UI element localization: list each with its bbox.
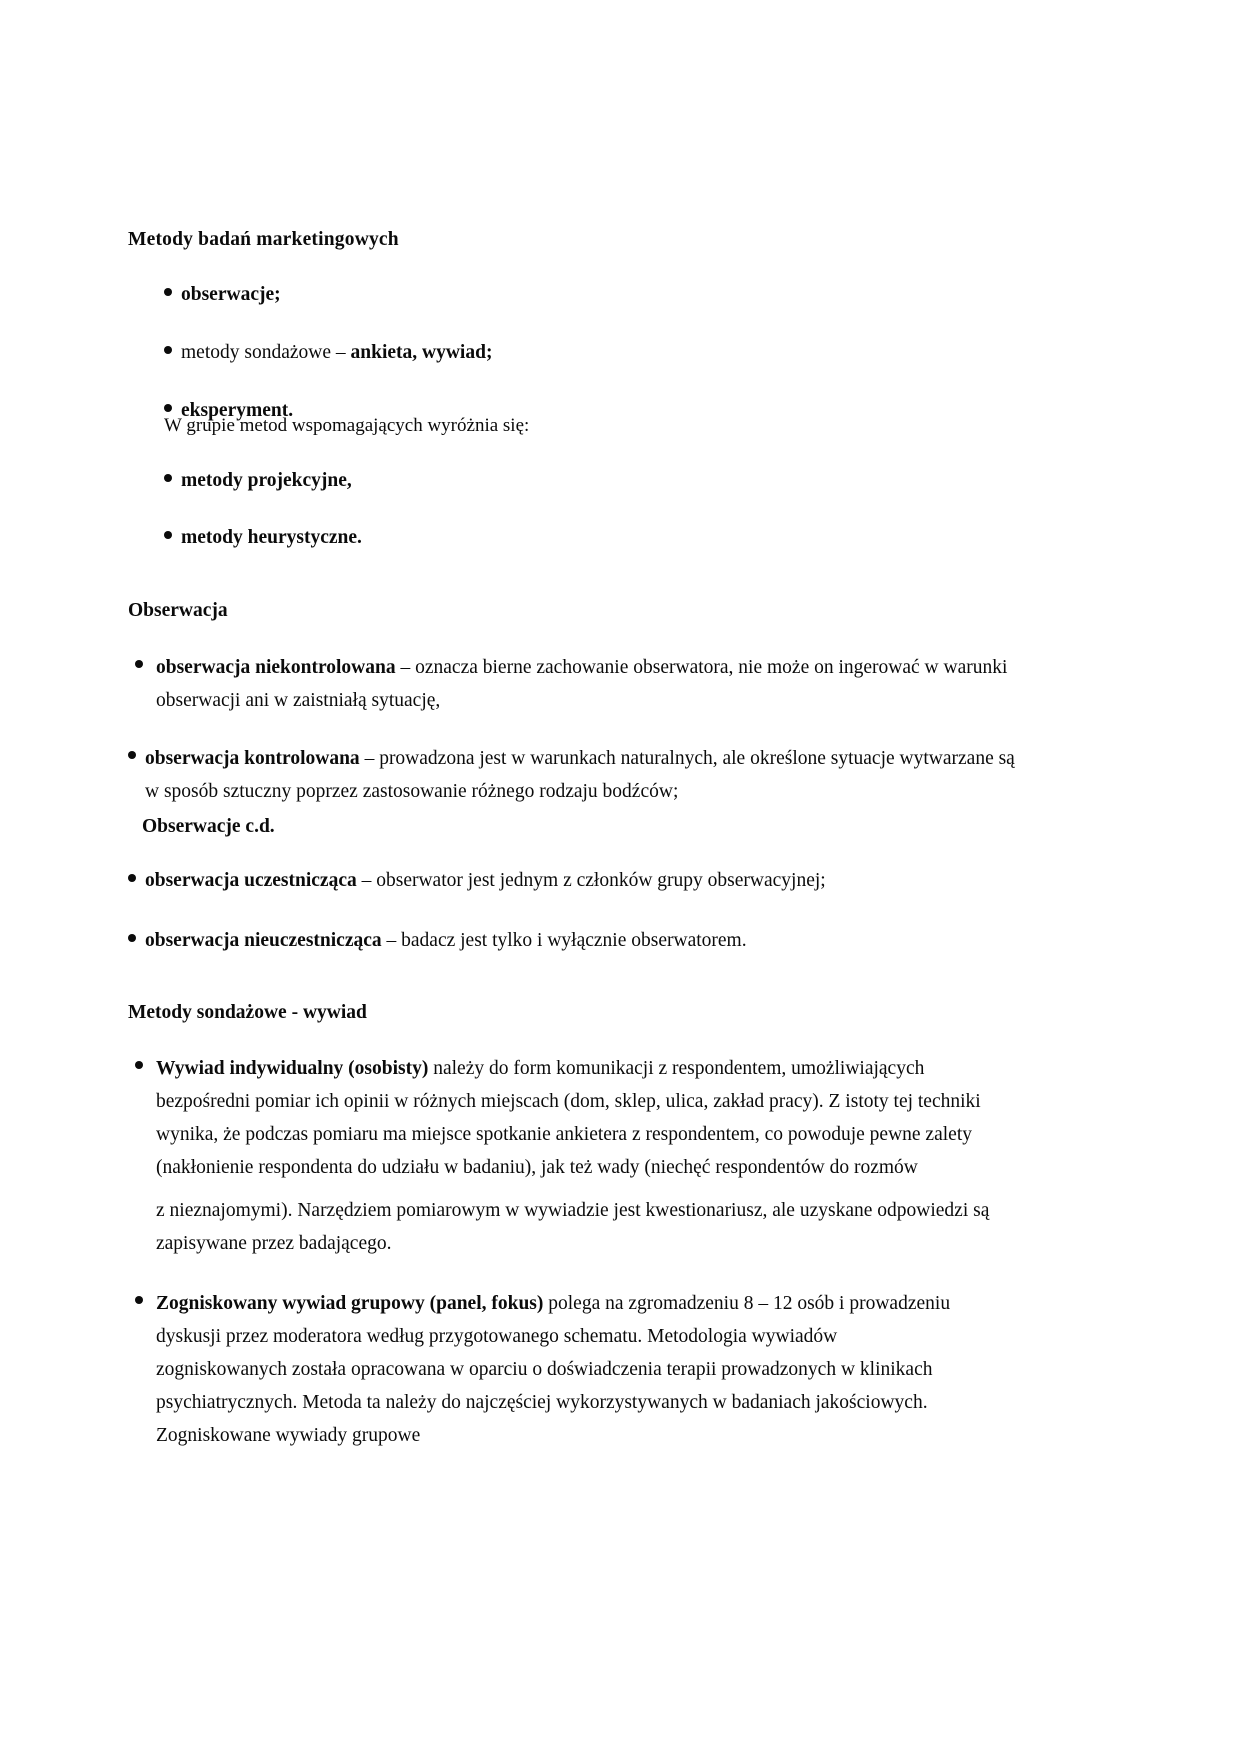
supporting-methods-list [128, 465, 1028, 554]
bullet-dot-icon [128, 751, 136, 759]
methods-list [128, 279, 1028, 426]
list-item-term: obserwacja kontrolowana [145, 747, 360, 769]
bullet-dot-icon [164, 404, 172, 412]
bullet-dot-icon [135, 1296, 143, 1304]
bullet-dot-icon [164, 531, 172, 539]
list-item [135, 1287, 956, 1453]
list-item [135, 651, 1022, 717]
section-heading-obserwacja: Obserwacja [128, 599, 228, 621]
list-item [164, 465, 1028, 497]
list-item-label: metody projekcyjne, [181, 469, 352, 491]
section-spacer [128, 956, 1028, 1000]
subheading-obserwacje-cd: Obserwacje c.d. [142, 815, 275, 837]
bullet-dot-icon [128, 874, 136, 882]
list-item-description: polega na zgromadzeniu 8 – 12 osób i prowadzeniu dyskusji przez moderatora według przygotowanego schematu. Metodologia wywiadów zogniskowanych została opracowana w oparciu o doświadczenia terapii prowadzonych w klinikach psychiatrycznych. Metoda ta należy do najczęściej wykorzystywanych w badaniach jakościowych. Zogniskowane wywiady grupowe [156, 1292, 951, 1447]
list-item-label: metody heurystyczne. [181, 527, 362, 549]
list-item-term: obserwacja uczestnicząca [145, 870, 357, 892]
list-item [164, 279, 1028, 311]
list-item-description-continued: z nieznajomymi). Narzędziem pomiarowym w wywiadzie jest kwestionariusz, ale uzyskane odpowiedzi są zapisywane przez badającego. [156, 1200, 990, 1255]
list-item-term: Zogniskowany wywiad grupowy (panel, fokus) [156, 1292, 544, 1314]
list-item-label: metody sondażowe – [181, 341, 351, 363]
list-item-emphasis: ankieta, wywiad; [350, 341, 493, 363]
bullet-dot-icon [135, 660, 143, 668]
section-heading-metody-sondazowe: Metody sondażowe - wywiad [128, 1002, 367, 1024]
observation-list-continued [128, 865, 1028, 956]
list-item [128, 865, 1028, 897]
document-content [128, 228, 1028, 1452]
list-item-description: – prowadzona jest w warunkach naturalnych, ale określone sytuacje wytwarzane są w sposób sztuczny poprzez zastosowanie różnego rodzaju bodźców; [145, 747, 1015, 802]
bullet-dot-icon [128, 934, 136, 942]
list-item [128, 742, 1025, 808]
bullet-dot-icon [135, 1061, 143, 1069]
list-item-description: należy do form komunikacji z respondentem, umożliwiających bezpośredni pomiar ich opinii w różnych miejscach (dom, sklep, ulica, zakład pracy). Z istoty tej techniki wynika, że podczas pomiaru ma miejsce spotkanie ankietera z respondentem, co powoduje pewne zalety (nakłonienie respondenta do udziału w badaniu), jak też wady (niechęć respondentów do rozmów [156, 1057, 981, 1179]
observation-list [128, 651, 1028, 808]
interview-list [128, 1052, 1028, 1453]
bullet-dot-icon [164, 474, 172, 482]
list-item [135, 1052, 1008, 1185]
list-item-term: obserwacja nieuczestnicząca [145, 929, 382, 951]
section-spacer [128, 554, 1028, 598]
page-title: Metody badań marketingowych [128, 229, 399, 250]
list-item [164, 522, 1028, 554]
list-item-term: obserwacja niekontrolowana [156, 657, 396, 679]
list-item-label: obserwacje; [181, 284, 281, 306]
list-item-label: eksperyment. [181, 399, 294, 421]
list-item-continuation [135, 1194, 1008, 1260]
bullet-dot-icon [164, 346, 172, 354]
list-item [164, 337, 1028, 369]
intro-paragraph: W grupie metod wspomagających wyróżnia się: [164, 415, 530, 437]
list-item [164, 395, 1028, 427]
list-item-description: – obserwator jest jednym z członków grupy obserwacyjnej; [356, 870, 826, 892]
list-item-description: – badacz jest tylko i wyłącznie obserwatorem. [381, 929, 747, 951]
list-item [128, 925, 1028, 957]
bullet-dot-icon [164, 288, 172, 296]
list-item-description: – oznacza bierne zachowanie obserwatora, nie może on ingerować w warunki obserwacji ani w zaistniałą sytuację, [156, 657, 1008, 712]
list-item-term: Wywiad indywidualny (osobisty) [156, 1057, 429, 1079]
